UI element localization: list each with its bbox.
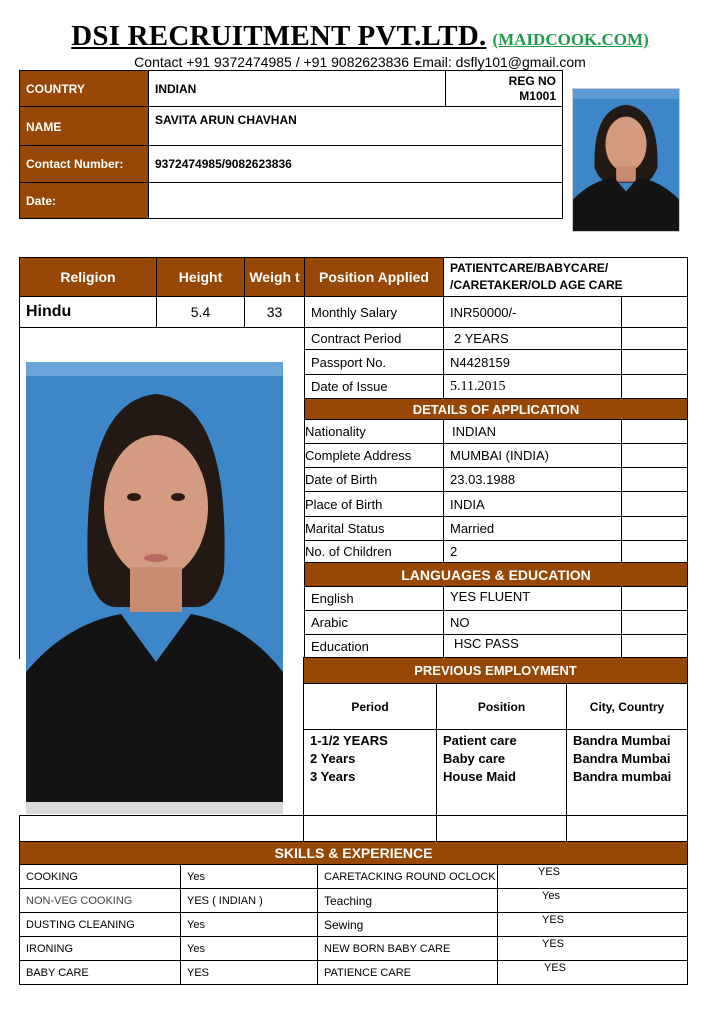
candidate-photo-large [26,362,283,814]
company-name: DSI RECRUITMENT PVT.LTD. [71,20,487,52]
nationality-value: INDIAN [444,420,622,444]
city-3: Bandra mumbai [573,769,672,784]
children-label: No. of Children [305,541,444,563]
name-value: SAVITA ARUN CHAVHAN [149,107,563,146]
employment-section-title: PREVIOUS EMPLOYMENT [304,658,688,684]
application-section-title: DETAILS OF APPLICATION [305,399,688,420]
city-1: Bandra Mumbai [573,733,671,748]
skill-cooking: COOKING [20,865,181,889]
arabic-label: Arabic [305,611,444,635]
skill-patience-value: YES [498,961,688,985]
period-3: 3 Years [310,769,356,784]
skill-sewing: Sewing [318,913,498,937]
skill-ironing: IRONING [20,937,181,961]
reg-no-value: M1001 [519,88,556,103]
skill-babycare: BABY CARE [20,961,181,985]
issue-date-label: Date of Issue [305,375,444,399]
marital-status-label: Marital Status [305,517,444,541]
skill-dusting-value: Yes [181,913,318,937]
weight-label: Weigh t [245,258,305,297]
skill-dusting: DUSTING CLEANING [20,913,181,937]
candidate-photo-small [572,88,680,232]
position-3: House Maid [443,769,516,784]
education-value: HSC PASS [444,635,622,659]
birthplace-value: INDIA [444,492,622,517]
skills-section-title: SKILLS & EXPERIENCE [20,842,688,865]
country-value: INDIAN [149,71,446,107]
country-label: COUNTRY [20,71,149,107]
skill-teaching-value: Yes [498,889,688,913]
english-value: YES FLUENT [444,587,622,611]
passport-value: N4428159 [444,350,622,375]
monthly-salary-value: INR50000/- [444,297,622,328]
arabic-value: NO [444,611,622,635]
spacer-row [19,815,688,842]
skill-teaching: Teaching [318,889,498,913]
english-label: English [305,587,444,611]
position-2: Baby care [443,751,506,766]
skill-caretaking: CARETACKING ROUND OCLOCK [318,865,498,889]
position-applied-label: Position Applied [305,258,444,297]
position-1: Patient care [443,733,517,748]
languages-section-title: LANGUAGES & EDUCATION [305,563,688,587]
monthly-salary-label: Monthly Salary [305,297,444,328]
name-label: NAME [20,107,149,146]
height-value: 5.4 [157,297,245,328]
passport-label: Passport No. [305,350,444,375]
date-value [149,183,563,219]
contract-period-value: 2 YEARS [444,328,622,350]
period-1: 1-1/2 YEARS [310,733,388,748]
skill-newborn: NEW BORN BABY CARE [318,937,498,961]
contact-number-value: 9372474985/9082623836 [149,146,563,183]
height-label: Height [157,258,245,297]
skill-nonveg-value: YES ( INDIAN ) [181,889,318,913]
city-2: Bandra Mumbai [573,751,671,766]
dob-label: Date of Birth [305,468,444,492]
skill-patience: PATIENCE CARE [318,961,498,985]
period-header: Period [304,684,437,730]
education-label: Education [305,635,444,659]
issue-date-value: 5.11.2015 [444,375,622,399]
employment-cities [567,730,688,816]
page-title [0,20,720,53]
contact-line: Contact +91 9372474985 / +91 9082623836 Email: dsfly101@gmail.com [134,54,586,70]
date-label: Date: [20,183,149,219]
contract-period-label: Contract Period [305,328,444,350]
reg-no-cell [446,71,563,107]
skill-caretaking-value: YES [498,865,688,889]
period-2: 2 Years [310,751,356,766]
position-header: Position [437,684,567,730]
skill-newborn-value: YES [498,937,688,961]
address-value: MUMBAI (INDIA) [444,444,622,468]
weight-value: 33 [245,297,305,328]
skill-babycare-value: YES [181,961,318,985]
skill-cooking-value: Yes [181,865,318,889]
skill-sewing-value: YES [498,913,688,937]
dob-value: 23.03.1988 [444,468,622,492]
personal-info-table [19,70,563,219]
website-link[interactable]: (MAIDCOOK.COM) [492,30,649,49]
skill-nonveg: NON-VEG COOKING [20,889,181,913]
religion-label: Religion [20,258,157,297]
children-value: 2 [444,541,622,563]
skills-table [19,841,688,985]
religion-value: Hindu [20,297,157,328]
nationality-label: Nationality [305,420,444,444]
reg-no-label: REG NO [508,73,556,88]
position-applied-value: PATIENTCARE/BABYCARE/ /CARETAKER/OLD AGE CARE [444,258,688,297]
skill-ironing-value: Yes [181,937,318,961]
address-label: Complete Address [305,444,444,468]
employment-positions [437,730,567,816]
city-header: City, Country [567,684,688,730]
birthplace-label: Place of Birth [305,492,444,517]
marital-status-value: Married [444,517,622,541]
contact-number-label: Contact Number: [20,146,149,183]
employment-table [303,657,688,816]
employment-periods [304,730,437,816]
